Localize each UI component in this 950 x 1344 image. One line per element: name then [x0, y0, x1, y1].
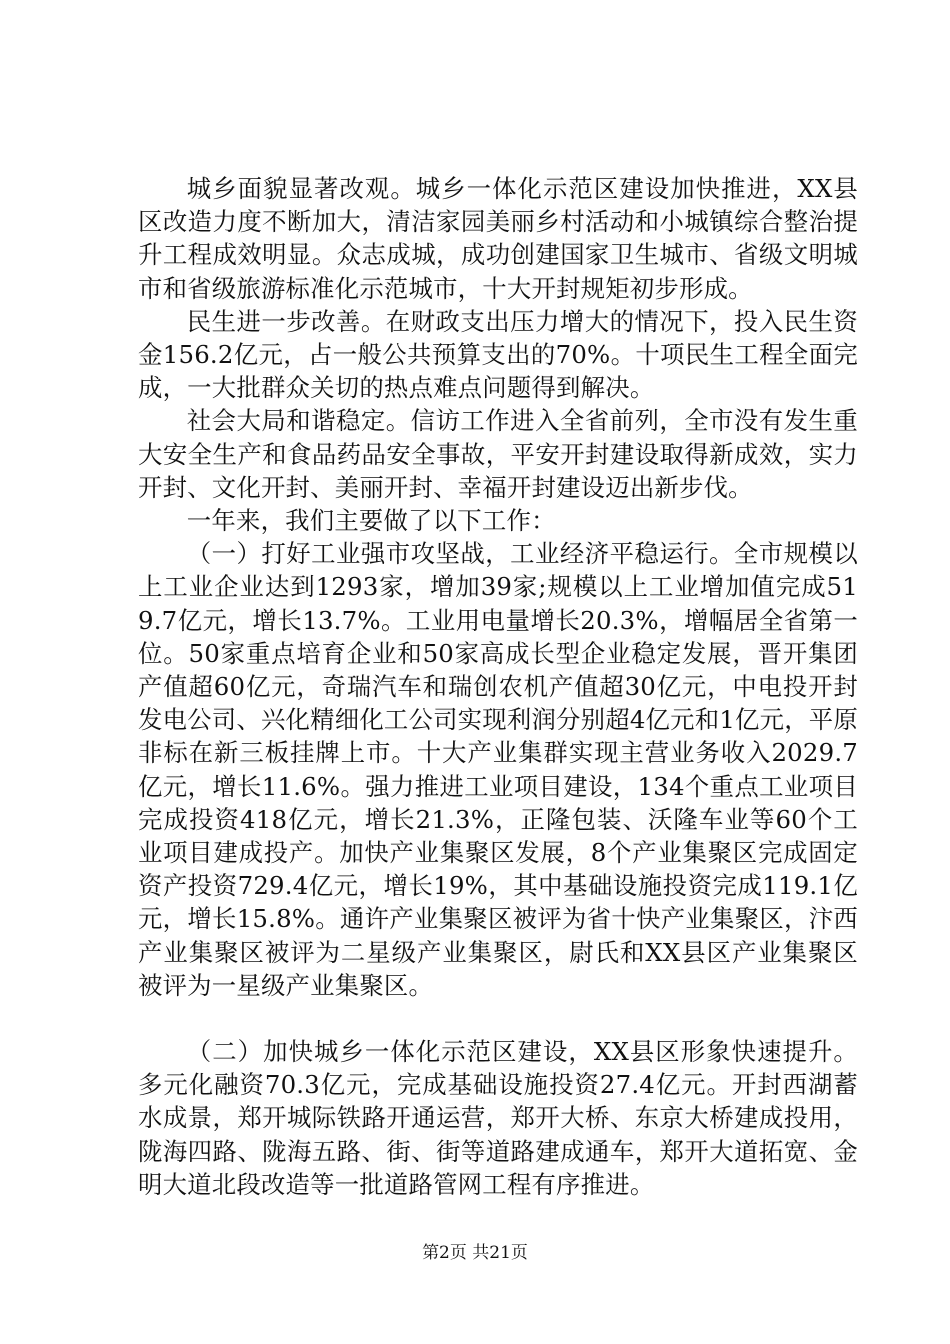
paragraph-industry: （一）打好工业强市攻坚战，工业经济平稳运行。全市规模以上工业企业达到1293家，增加39家;规模以上工业增加值完成519.7亿元，增长13.7%。工业用电量增长20.3%，增幅居全省第一位。50家重点培育企业和50家高成长型企业稳定发展，晋开集团产值超60亿元，奇瑞汽车和瑞创农机产值超30亿元，中电投开封发电公司、兴化精细化工公司实现利润分别超4亿元和1亿元，平原非标在新三板挂牌上市。十大产业集群实现主营业务收入2029.7亿元，增长11.6%。强力推进工业项目建设，134个重点工业项目完成投资418亿元，增长21.3%，正隆包装、沃隆车业等60个工业项目建成投产。加快产业集聚区发展，8个产业集聚区完成固定资产投资729.4亿元，增长19%，其中基础设施投资完成119.1亿元，增长15.8%。通许产业集聚区被评为省十快产业集聚区，汴西产业集聚区被评为二星级产业集聚区，尉氏和XX县区产业集聚区被评为一星级产业集聚区。 — [138, 539, 858, 1000]
paragraph-demonstration-zone: （二）加快城乡一体化示范区建设，XX县区形象快速提升。多元化融资70.3亿元，完成基础设施投资27.4亿元。开封西湖蓄水成景，郑开城际铁路开通运营，郑开大桥、东京大桥建成投用，陇海四路、陇海五路、街、街等道路建成通车，郑开大道拓宽、金明大道北段改造等一批道路管网工程有序推进。 — [138, 1037, 858, 1199]
paragraph-work-intro: 一年来，我们主要做了以下工作： — [186, 506, 556, 536]
paragraph-livelihood: 民生进一步改善。在财政支出压力增大的情况下，投入民生资金156.2亿元，占一般公共预算支出的70%。十项民生工程全面完成，一大批群众关切的热点难点问题得到解决。 — [138, 306, 858, 403]
paragraph-urban-rural: 城乡面貌显著改观。城乡一体化示范区建设加快推进，XX县区改造力度不断加大，清洁家园美丽乡村活动和小城镇综合整治提升工程成效明显。众志成城，成功创建国家卫生城市、省级文明城市和省级旅游标准化示范城市，十大开封规矩初步形成。 — [138, 174, 858, 303]
document-body — [138, 172, 858, 1201]
page-number-footer: 第2页 共21页 — [422, 1243, 528, 1263]
paragraph-social-stability: 社会大局和谐稳定。信访工作进入全省前列，全市没有发生重大安全生产和食品药品安全事故，平安开封建设取得新成效，实力开封、文化开封、美丽开封、幸福开封建设迈出新步伐。 — [138, 406, 858, 502]
